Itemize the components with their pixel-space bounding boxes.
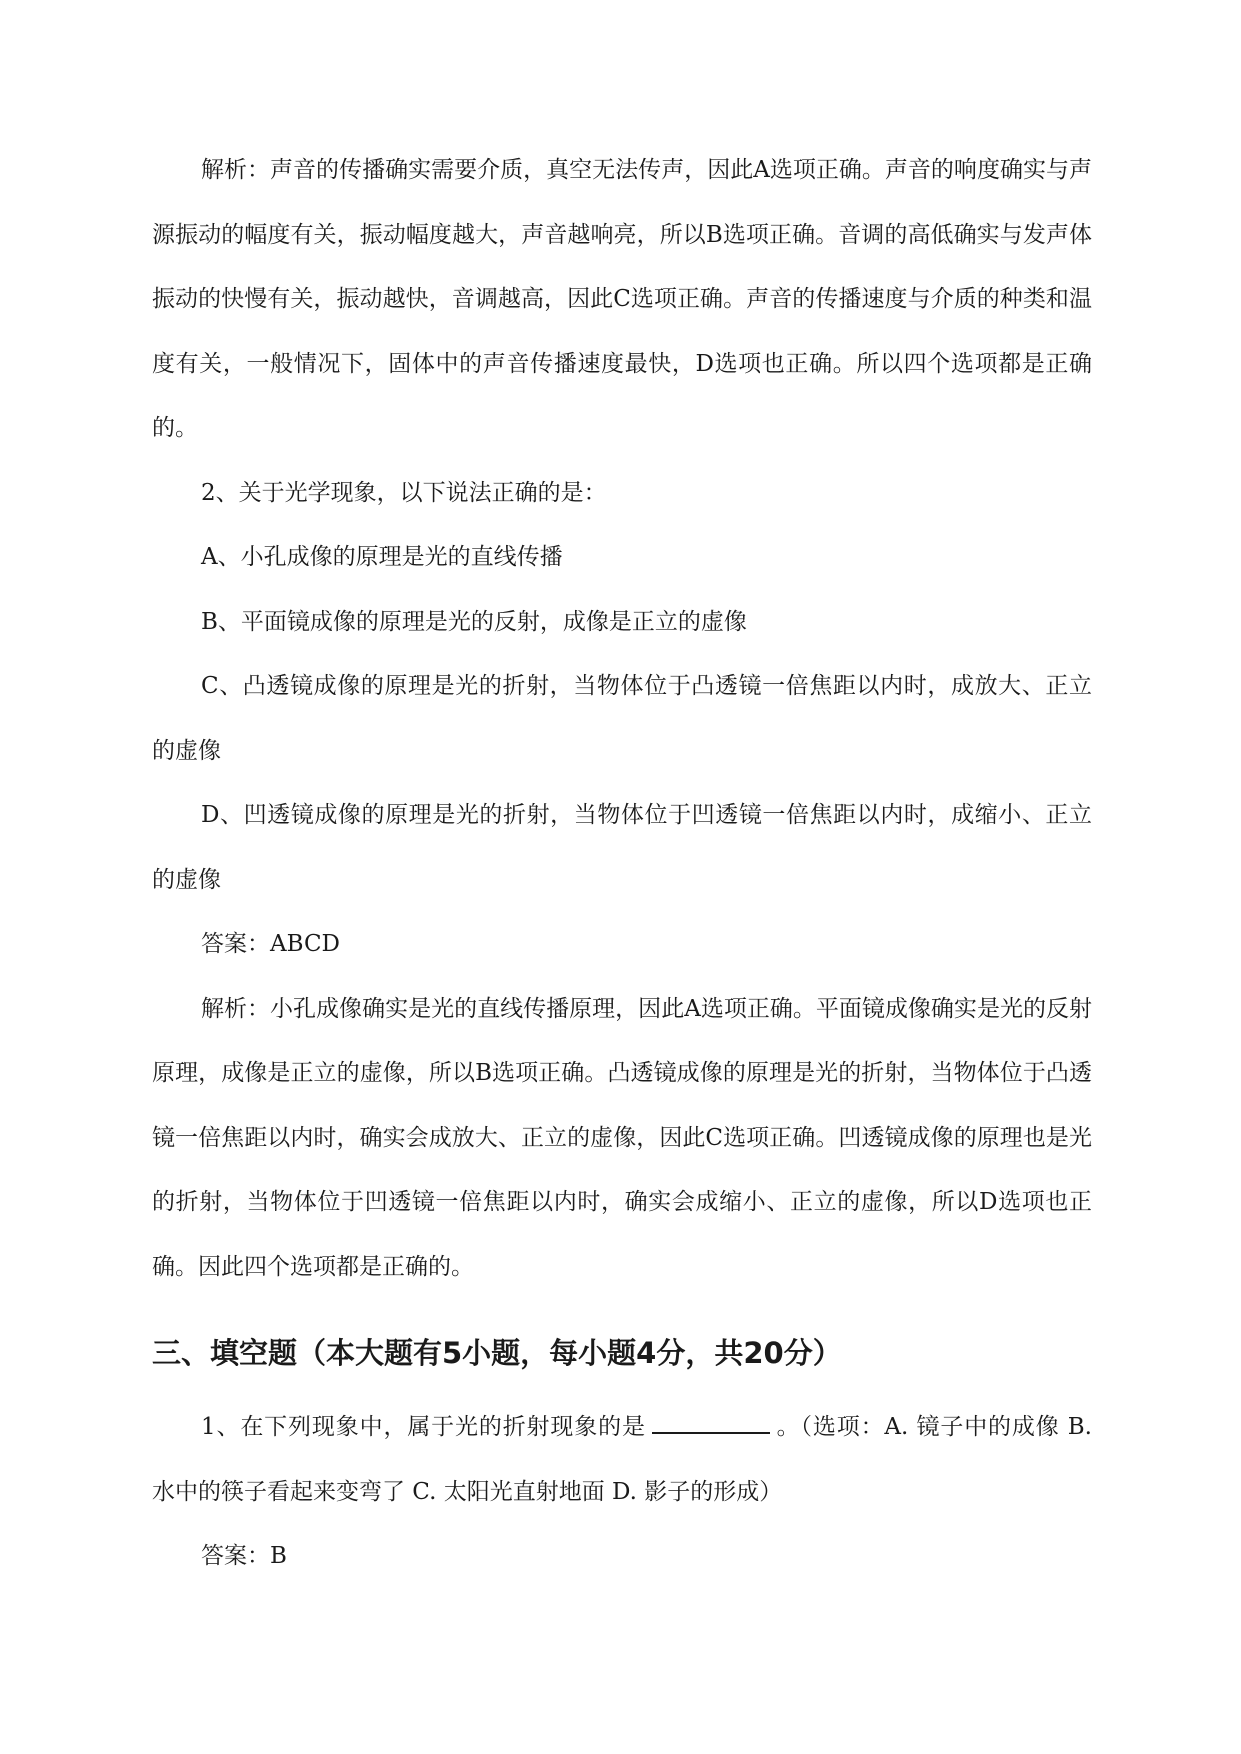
answer-blank xyxy=(652,1414,770,1434)
question-2-stem: 2、关于光学现象，以下说法正确的是： xyxy=(201,479,607,506)
fill-in-question-1-answer: 答案：B xyxy=(201,1543,287,1569)
fill-in-question-1 xyxy=(152,1395,1092,1524)
section-heading-fill-in: 三、填空题（本大题有5小题，每小题4分，共20分） xyxy=(152,1336,842,1370)
fill-in-question-1-options: 。（选项：A. 镜子中的成像 B. 水中的筷子看起来变弯了 C. 太阳光直射地面 D. 影子的形成） xyxy=(152,1414,1092,1505)
question-2-answer: 答案：ABCD xyxy=(201,931,340,957)
fill-in-question-1-text: 1、在下列现象中，属于光的折射现象的是 xyxy=(201,1414,646,1440)
document-page xyxy=(152,138,1092,1589)
analysis-paragraph-q1: 解析：声音的传播确实需要介质，真空无法传声，因此A选项正确。声音的响度确实与声源振动的幅度有关，振动幅度越大，声音越响亮，所以B选项正确。音调的高低确实与发声体振动的快慢有关，振动越快，音调越高，因此C选项正确。声音的传播速度与介质的种类和温度有关，一般情况下，固体中的声音传播速度最快，D选项也正确。所以四个选项都是正确的。 xyxy=(152,157,1092,441)
question-2-option-b: B、平面镜成像的原理是光的反射，成像是正立的虚像 xyxy=(201,608,747,635)
question-2-analysis: 解析：小孔成像确实是光的直线传播原理，因此A选项正确。平面镜成像确实是光的反射原理，成像是正立的虚像，所以B选项正确。凸透镜成像的原理是光的折射，当物体位于凸透镜一倍焦距以内时，确实会成放大、正立的虚像，因此C选项正确。凹透镜成像的原理也是光的折射，当物体位于凹透镜一倍焦距以内时，确实会成缩小、正立的虚像，所以D选项也正确。因此四个选项都是正确的。 xyxy=(152,995,1092,1280)
question-2-option-a: A、小孔成像的原理是光的直线传播 xyxy=(201,544,563,570)
question-2-option-d: D、凹透镜成像的原理是光的折射，当物体位于凹透镜一倍焦距以内时，成缩小、正立的虚像 xyxy=(152,802,1092,893)
question-2-option-c: C、凸透镜成像的原理是光的折射，当物体位于凸透镜一倍焦距以内时，成放大、正立的虚像 xyxy=(152,673,1092,764)
